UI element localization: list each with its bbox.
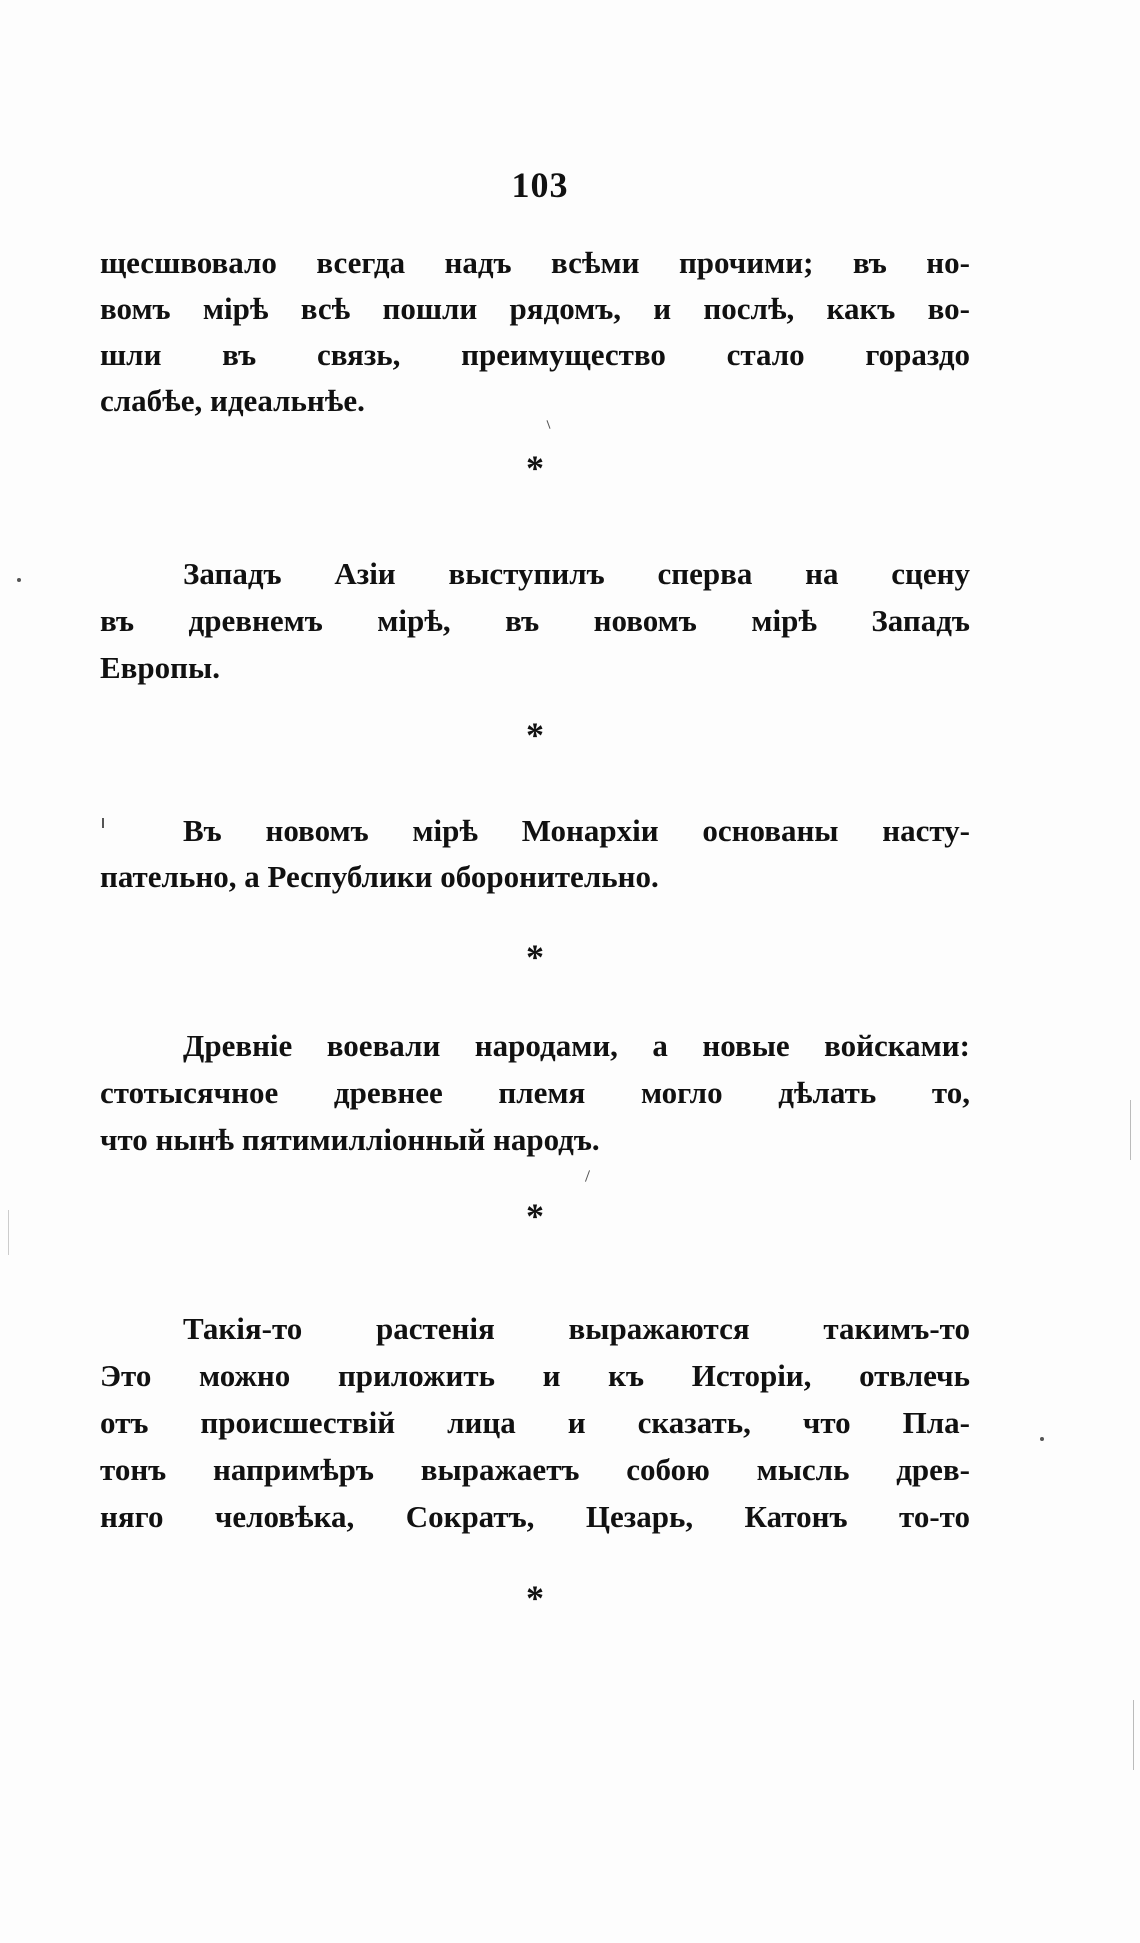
paragraph-4-line-3: что нынѣ пятимилліонный народъ. (100, 1122, 600, 1157)
paragraph-4-line-1: Древніе воевали народами, а новые войсками: (183, 1028, 970, 1063)
paragraph-1-line-4: слабѣе, идеальнѣе. (100, 383, 365, 418)
paragraph-5-line-3: отъ происшествій лица и сказать, что Пла- (100, 1405, 970, 1440)
paragraph-5-line-1: Такія-то растенія выражаются такимъ-то (183, 1311, 970, 1346)
section-separator-5: * (526, 1578, 544, 1618)
section-separator-1: * (526, 448, 544, 488)
scan-speck (102, 818, 104, 828)
paragraph-2-line-1: Западъ Азіи выступилъ сперва на сцену (183, 556, 970, 591)
section-separator-2: * (526, 715, 544, 755)
page-number: 103 (511, 165, 569, 205)
paragraph-1-line-2: вомъ мірѣ всѣ пошли рядомъ, и послѣ, какъ во- (100, 291, 970, 326)
scan-speck (17, 578, 21, 582)
scan-edge (1130, 1100, 1131, 1160)
paragraph-5-line-5: няго человѣка, Сократъ, Цезарь, Катонъ то-то (100, 1499, 970, 1534)
section-separator-3: * (526, 937, 544, 977)
paragraph-3-line-1: Въ новомъ мірѣ Монархіи основаны насту- (183, 813, 970, 848)
paragraph-2-line-2: въ древнемъ мірѣ, въ новомъ мірѣ Западъ (100, 603, 970, 638)
scan-edge (1133, 1700, 1134, 1770)
paragraph-3-line-2: пательно, а Республики оборонительно. (100, 859, 659, 894)
section-separator-4: * (526, 1196, 544, 1236)
scan-edge (8, 1210, 9, 1255)
paragraph-2-line-3: Европы. (100, 650, 220, 685)
paragraph-4-line-2: стотысячное древнее племя могло дѣлать то, (100, 1075, 970, 1110)
paragraph-1-line-3: шли въ связь, преимущество стало гораздо (100, 337, 970, 372)
scan-speck (1040, 1437, 1044, 1441)
paragraph-5-line-4: тонъ напримѣръ выражаетъ собою мысль древ- (100, 1452, 970, 1487)
paragraph-1-line-1: щесшвовало всегда надъ всѣми прочими; въ но- (100, 245, 970, 280)
paragraph-5-line-2: Это можно приложить и къ Исторіи, отвлечь (100, 1358, 970, 1393)
scan-speck (585, 1170, 590, 1182)
